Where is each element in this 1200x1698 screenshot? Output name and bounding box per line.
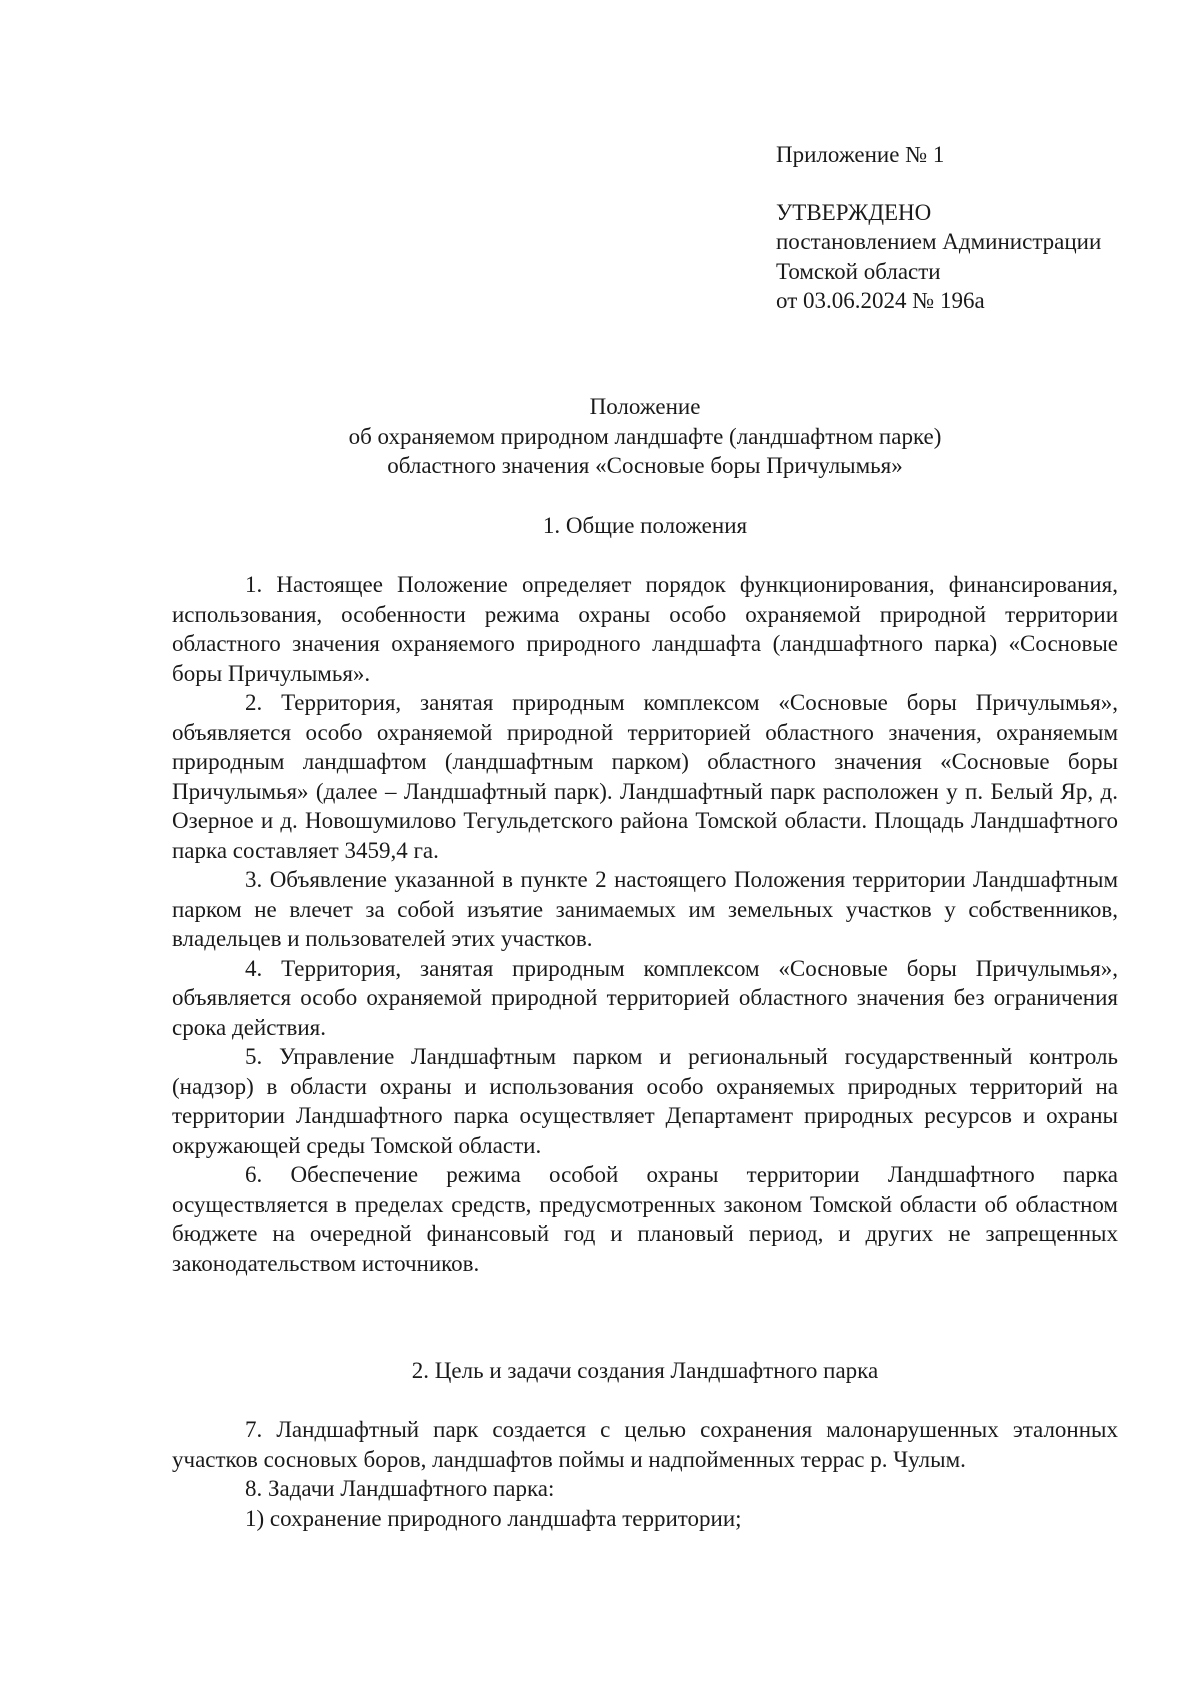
title-line: областного значения «Сосновые боры Причулымья»	[387, 453, 903, 478]
section-body	[172, 570, 1118, 1278]
paragraph: 7. Ландшафтный парк создается с целью сохранения малонарушенных эталонных участков сосновых боров, ландшафтов поймы и надпойменных террас р. Чулым.	[172, 1417, 1118, 1472]
document-title	[172, 392, 1118, 481]
section-body	[172, 1415, 1118, 1533]
appendix-number: Приложение № 1	[776, 142, 945, 167]
paragraph: 8. Задачи Ландшафтного парка:	[245, 1476, 555, 1501]
list-item: 1) сохранение природного ландшафта территории;	[245, 1505, 742, 1531]
approval-line: Томской области	[776, 258, 941, 284]
paragraph: 1. Настоящее Положение определяет порядок функционирования, финансирования, использования, особенности режима охраны особо охраняемой природной территории областного значения охраняемого природного ландшафта (ландшафтного парка) «Сосновые боры Причулымья».	[172, 572, 1118, 686]
paragraph: 4. Территория, занятая природным комплексом «Сосновые боры Причулымья», объявляется особо охраняемой природной территорией областного значения без ограничения срока действия.	[172, 955, 1118, 1040]
paragraph: 6. Обеспечение режима особой охраны территории Ландшафтного парка осуществляется в пределах средств, предусмотренных законом Томской области об областном бюджете на очередной финансовый год и плановый период, и других не запрещенных законодательством источников.	[172, 1162, 1118, 1276]
paragraph: 2. Территория, занятая природным комплексом «Сосновые боры Причулымья», объявляется особо охраняемой природной территорией областного значения, охраняемым природным ландшафтом (ландшафтным парком) областного значения «Сосновые боры Причулымья» (далее – Ландшафтный парк). Ландшафтный парк расположен у п. Белый Яр, д. Озерное и д. Новошумилово Тегульдетского района Томской области. Площадь Ландшафтного парка составляет 3459,4 га.	[172, 690, 1118, 863]
title-line: об охраняемом природном ландшафте (ландшафтном парке)	[348, 423, 942, 449]
title-line: Положение	[589, 394, 701, 419]
paragraph: 3. Объявление указанной в пункте 2 настоящего Положения территории Ландшафтным парком не влечет за собой изъятие занимаемых им земельных участков у собственников, владельцев и пользователей этих участков.	[172, 867, 1118, 951]
approval-date-line: от 03.06.2024 № 196а	[776, 288, 985, 313]
section-heading: 2. Цель и задачи создания Ландшафтного парка	[411, 1358, 879, 1383]
section-heading: 1. Общие положения	[542, 513, 748, 538]
approval-stamp: УТВЕРЖДЕНО	[776, 199, 932, 225]
paragraph: 5. Управление Ландшафтным парком и региональный государственный контроль (надзор) в области охраны и использования особо охраняемых природных территорий на территории Ландшафтного парка осуществляет Департамент природных ресурсов и охраны окружающей среды Томской области.	[172, 1044, 1118, 1158]
approval-line: постановлением Администрации	[776, 229, 1102, 254]
appendix-block	[776, 140, 1156, 316]
